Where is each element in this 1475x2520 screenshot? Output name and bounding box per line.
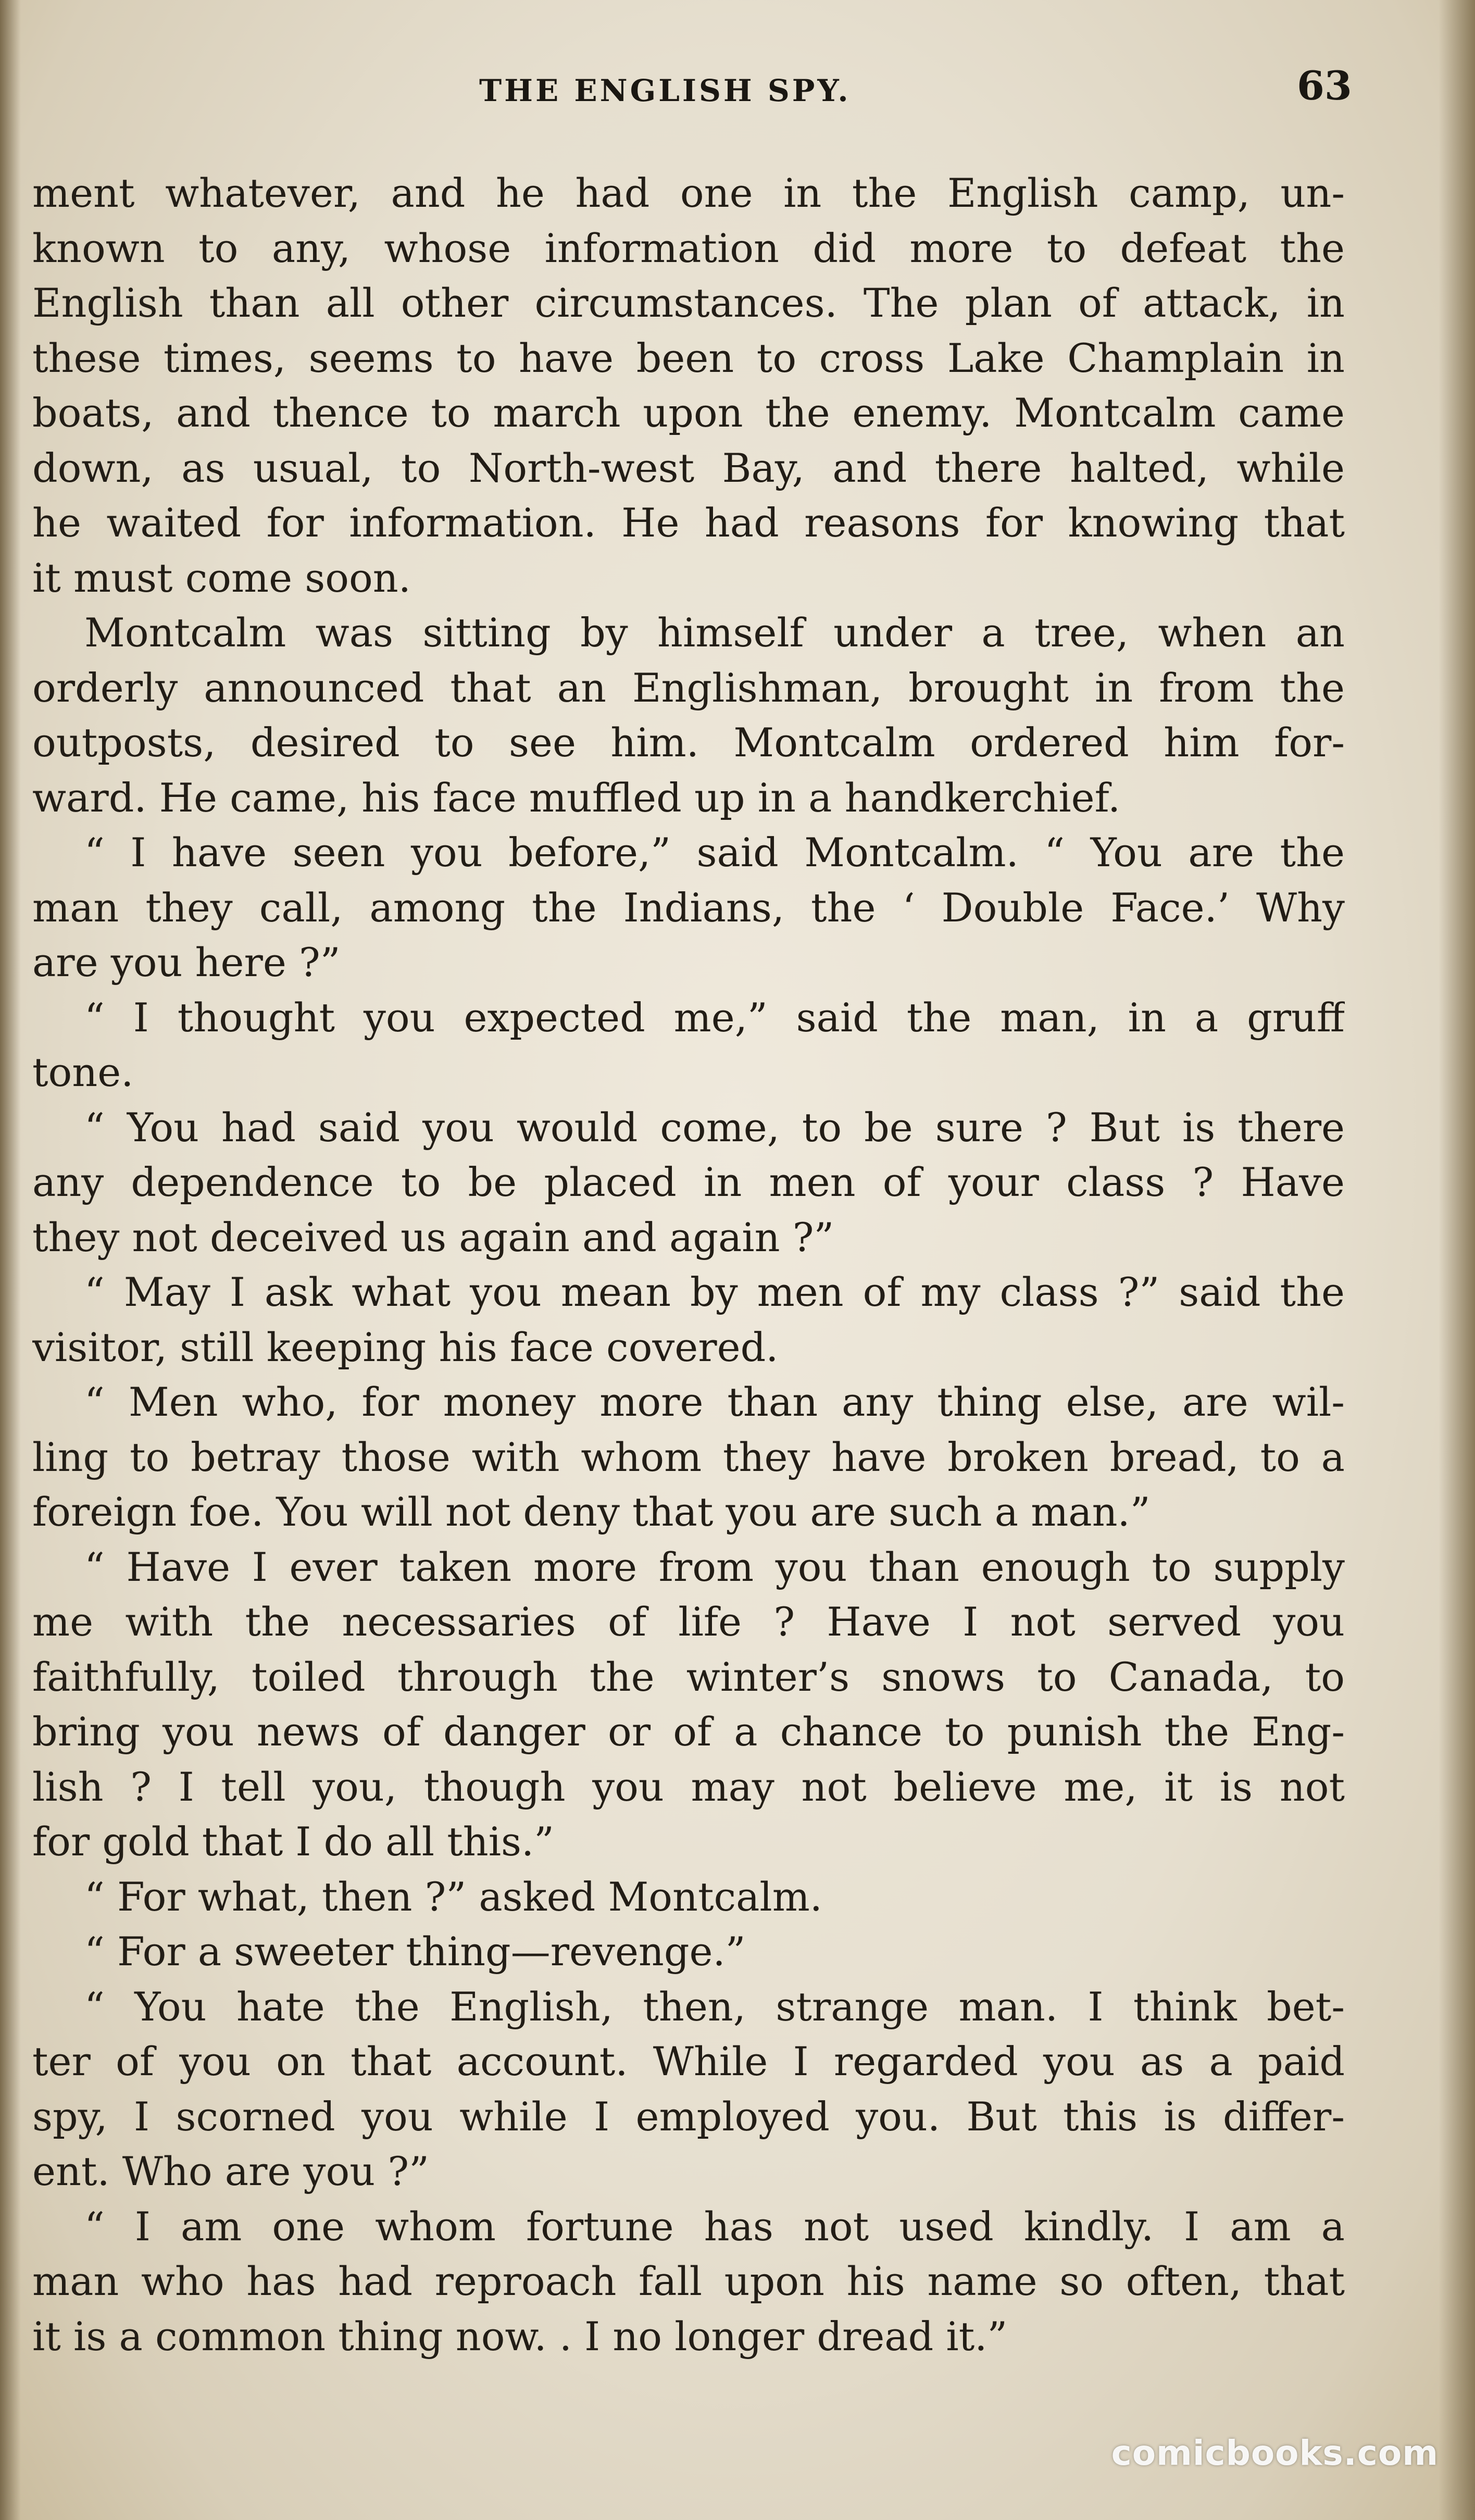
text-line: ter of you on that account. While I regarded you as a paid [32, 2038, 1345, 2085]
text-line: down, as usual, to North-west Bay, and there halted, while [32, 444, 1345, 491]
text-line: “ Men who, for money more than any thing else, are wil- [84, 1379, 1345, 1425]
text-line: tone. [32, 1049, 134, 1095]
text-line: “ I am one whom fortune has not used kindly. I am a [84, 2203, 1345, 2250]
text-line: these times, seems to have been to cross Lake Champlain in [32, 334, 1345, 381]
text-line: are you here ?” [32, 939, 341, 985]
text-line: ward. He came, his face muffled up in a handkerchief. [32, 774, 1121, 821]
text-line: “ Have I ever taken more from you than enough to supply [84, 1543, 1345, 1590]
text-line: boats, and thence to march upon the enemy. Montcalm came [32, 390, 1345, 436]
text-line: “ You hate the English, then, strange man. I think bet- [84, 1983, 1345, 2030]
text-line: lish ? I tell you, though you may not believe me, it is not [32, 1763, 1345, 1810]
text-line: outposts, desired to see him. Montcalm ordered him for- [32, 719, 1345, 766]
text-line: ling to betray those with whom they have broken bread, to a [32, 1433, 1345, 1480]
text-line: man who has had reproach fall upon his name so often, that [32, 2258, 1345, 2304]
text-line: English than all other circumstances. The plan of attack, in [32, 280, 1345, 326]
page-number: 63 [1297, 63, 1352, 109]
text-line: me with the necessaries of life ? Have I not served you [32, 1599, 1345, 1645]
text-line: it is a common thing now. . I no longer dread it.” [32, 2313, 1008, 2360]
text-line: for gold that I do all this.” [32, 1818, 555, 1865]
text-line: “ I thought you expected me,” said the man, in a gruff [84, 994, 1345, 1041]
text-line: “ For what, then ?” asked Montcalm. [84, 1873, 822, 1920]
text-line: Montcalm was sitting by himself under a tree, when an [84, 609, 1345, 656]
running-head: THE ENGLISH SPY. [479, 73, 851, 108]
watermark: comicbooks.com [1111, 2433, 1439, 2473]
text-line: spy, I scorned you while I employed you. But this is differ- [32, 2093, 1345, 2140]
text-line: “ May I ask what you mean by men of my class ?” said the [84, 1269, 1345, 1315]
text-line: ent. Who are you ?” [32, 2148, 429, 2194]
text-line: ment whatever, and he had one in the English camp, un- [32, 170, 1345, 216]
text-line: it must come soon. [32, 554, 411, 601]
text-line: they not deceived us again and again ?” [32, 1214, 834, 1261]
text-line: “ For a sweeter thing—revenge.” [84, 1928, 746, 1975]
text-line: “ You had said you would come, to be sure ? But is there [84, 1104, 1345, 1151]
text-line: foreign foe. You will not deny that you are such a man.” [32, 1489, 1151, 1535]
text-line: “ I have seen you before,” said Montcalm. “ You are the [84, 829, 1345, 876]
text-line: man they call, among the Indians, the ‘ Double Face.’ Why [32, 884, 1345, 931]
text-line: any dependence to be placed in men of your class ? Have [32, 1159, 1345, 1205]
text-line: known to any, whose information did more to defeat the [32, 224, 1345, 271]
text-line: bring you news of danger or of a chance to punish the Eng- [32, 1708, 1345, 1755]
text-line: faithfully, toiled through the winter’s snows to Canada, to [32, 1653, 1345, 1700]
text-line: orderly announced that an Englishman, brought in from the [32, 664, 1345, 711]
text-line: he waited for information. He had reasons for knowing that [32, 500, 1345, 546]
text-line: visitor, still keeping his face covered. [32, 1324, 779, 1370]
body-text [32, 166, 1345, 2364]
